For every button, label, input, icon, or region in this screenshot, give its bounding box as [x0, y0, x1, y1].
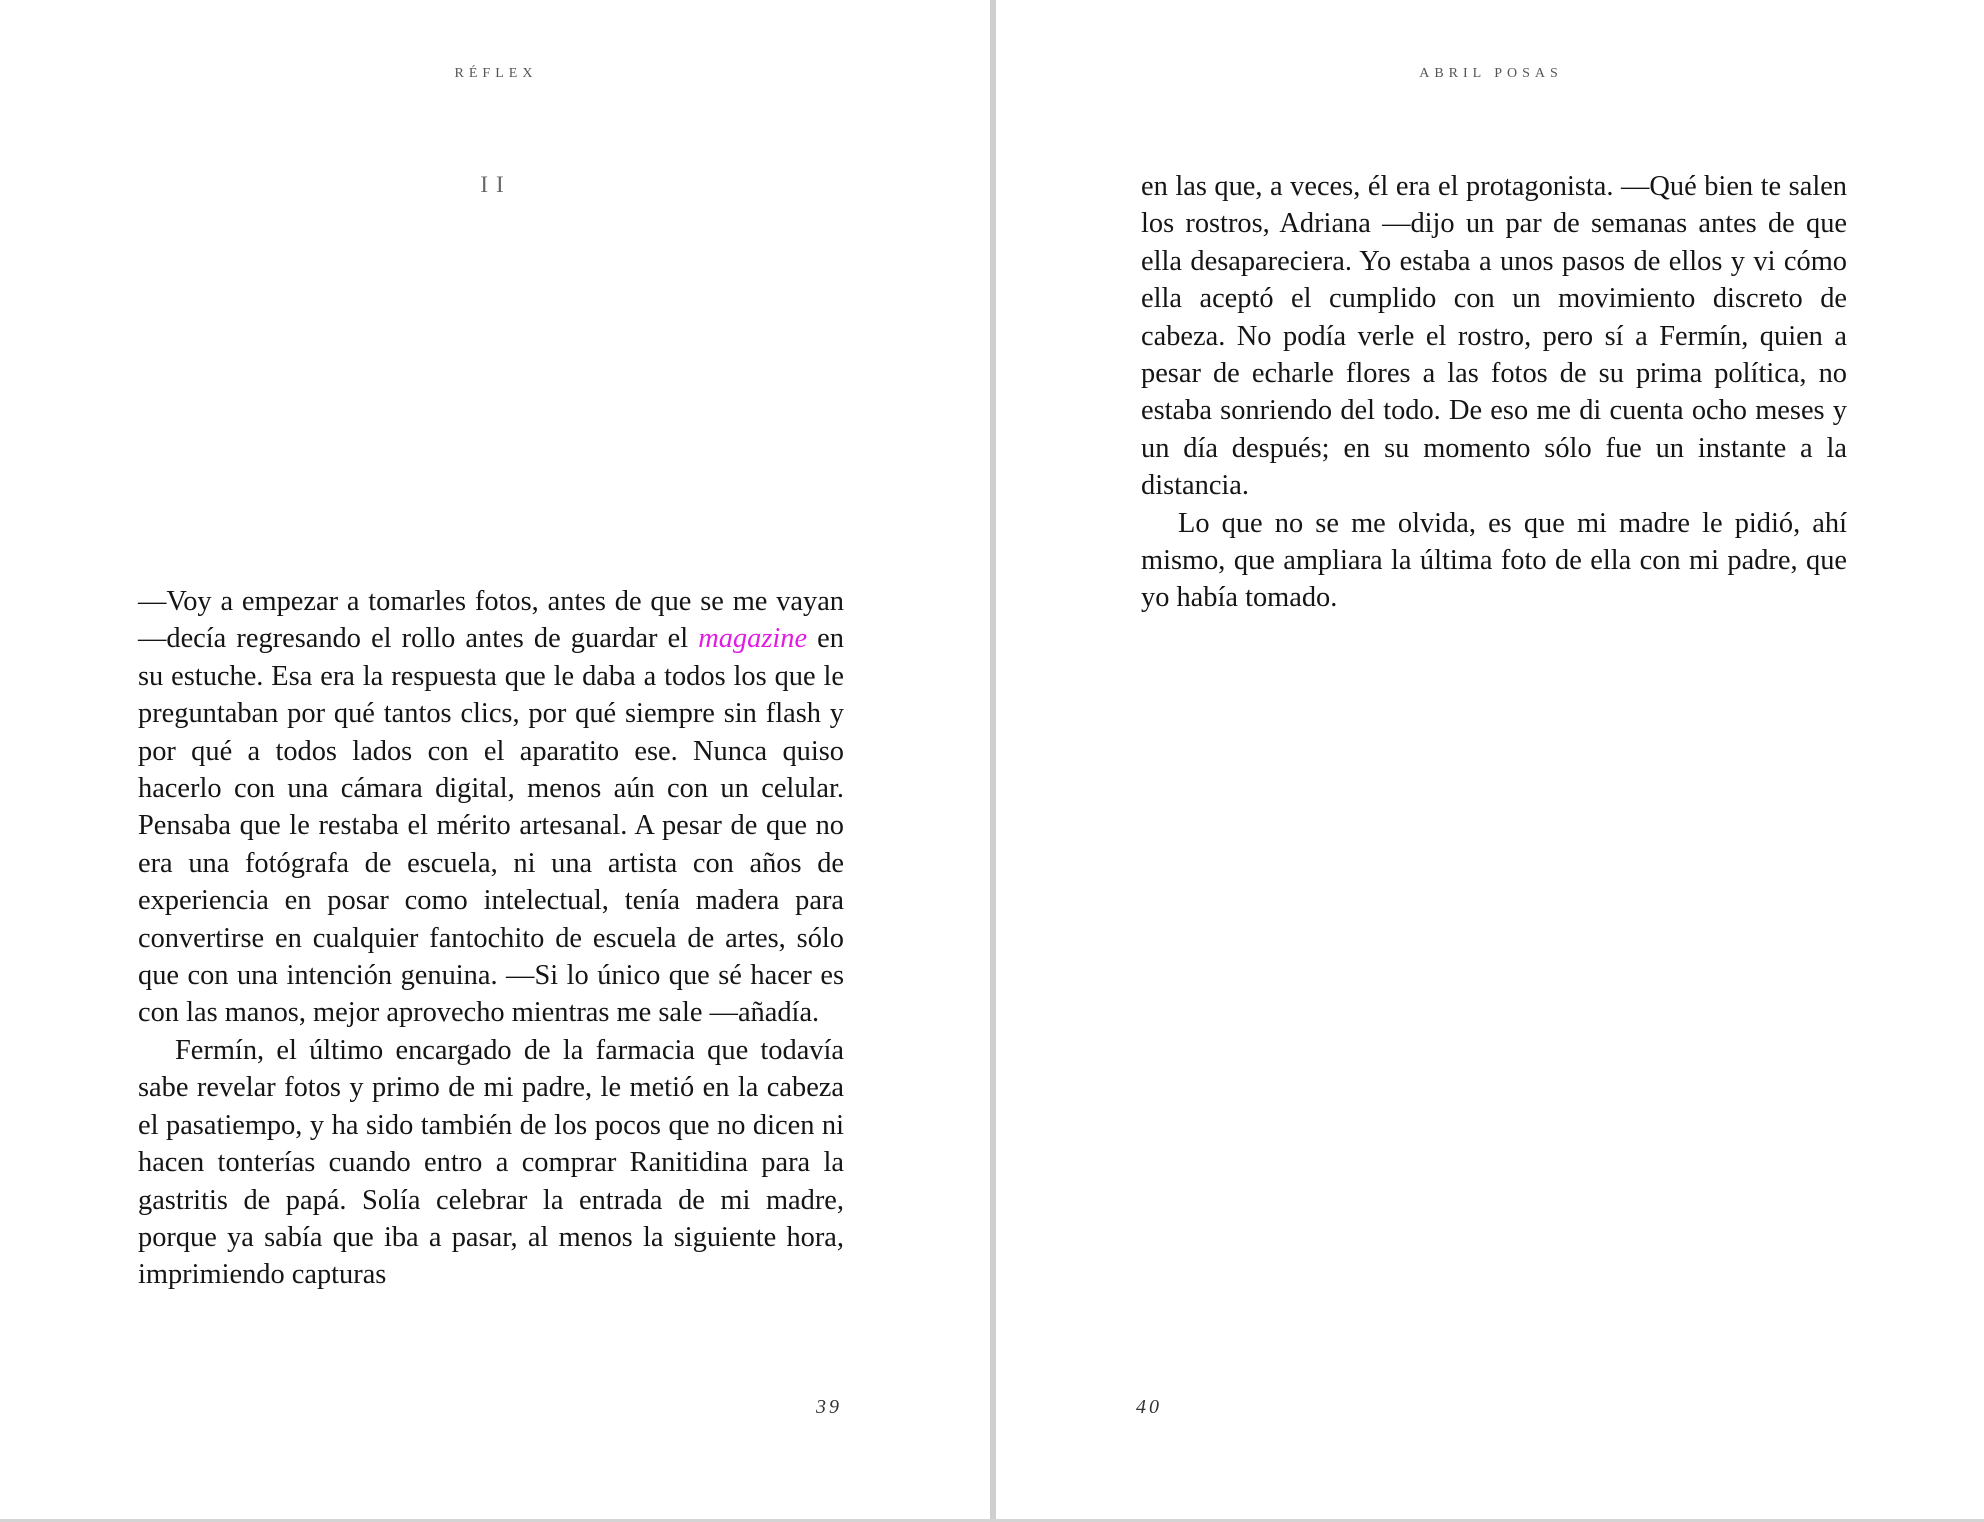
chapter-number: II: [480, 172, 512, 197]
right-page-body: [1141, 168, 1847, 617]
page-number: 40: [1136, 1396, 1162, 1418]
left-page-body: [138, 583, 844, 1294]
paragraph-text: —Voy a empezar a tomarles fotos, antes de que se me vayan —decía regresando el rollo antes de guardar el: [138, 586, 844, 655]
running-head-author: ABRIL POSAS: [1419, 66, 1563, 81]
paragraph: [138, 583, 844, 1032]
paragraph: Lo que no se me olvida, es que mi madre le pidió, ahí mismo, que ampliara la última foto de ella con mi padre, que yo había tomado.: [1141, 507, 1847, 614]
left-page: [0, 0, 990, 1522]
italic-emphasis: magazine: [698, 623, 808, 655]
right-page: [996, 0, 1984, 1522]
page-number: 39: [816, 1396, 842, 1418]
paragraph-text: en su estuche. Esa era la respuesta que le daba a todos los que le preguntaban por qué tantos clics, por qué siempre sin flash y por qué a todos lados con el aparatito ese. Nunca quiso hacerlo con una cámara digital, menos aún con un celular. Pensaba que le restaba el mérito artesanal. A pesar de que no era una fotógrafa de escuela, ni una artista con años de experiencia en posar como intelectual, tenía madera para convertirse en cualquier fantochito de escuela de artes, sólo que con una intención genuina. —Si lo único que sé hacer es con las manos, mejor aprovecho mientras me sale —añadía.: [138, 623, 844, 1029]
paragraph: en las que, a veces, él era el protagonista. —Qué bien te salen los rostros, Adriana —dijo un par de semanas antes de que ella desapareciera. Yo estaba a unos pasos de ellos y vi cómo ella aceptó el cumplido con un movimiento discreto de cabeza. No podía verle el rostro, pero sí a Fermín, quien a pesar de echarle flores a las fotos de su prima política, no estaba sonriendo del todo. De eso me di cuenta ocho meses y un día después; en su momento sólo fue un instante a la distancia.: [1141, 171, 1847, 502]
paragraph: Fermín, el último encargado de la farmacia que todavía sabe revelar fotos y primo de mi padre, le metió en la cabeza el pasatiempo, y ha sido también de los pocos que no dicen ni hacen tonterías cuando entro a comprar Ranitidina para la gastritis de papá. Solía celebrar la entrada de mi madre, porque ya sabía que iba a pasar, al menos la siguiente hora, imprimiendo capturas: [138, 1034, 844, 1291]
running-head-title: RÉFLEX: [454, 66, 538, 81]
